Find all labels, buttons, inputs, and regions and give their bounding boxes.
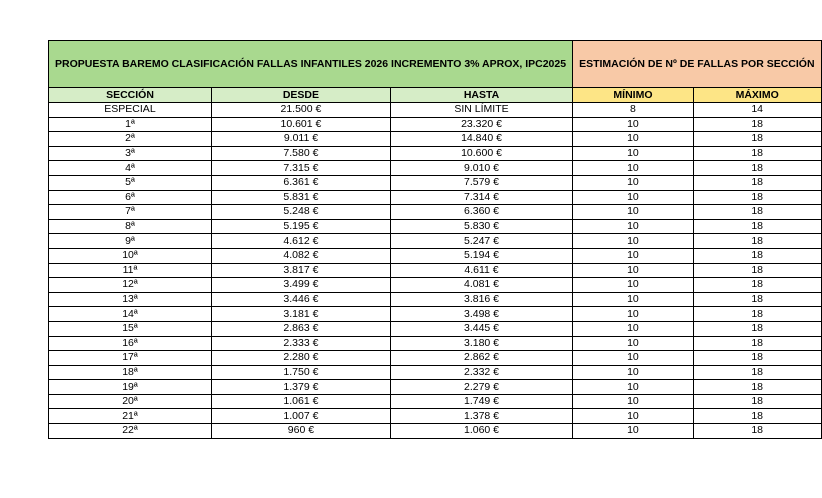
cell-hasta: 4.611 € — [390, 263, 572, 278]
cell-minimo: 10 — [573, 394, 694, 409]
cell-seccion: 4ª — [49, 161, 212, 176]
cell-hasta: 2.862 € — [390, 351, 572, 366]
cell-desde: 960 € — [211, 424, 390, 439]
cell-seccion: 2ª — [49, 132, 212, 147]
baremo-table — [48, 40, 822, 439]
cell-desde: 5.248 € — [211, 205, 390, 220]
cell-maximo: 18 — [693, 219, 821, 234]
cell-desde: 5.831 € — [211, 190, 390, 205]
cell-maximo: 18 — [693, 146, 821, 161]
proposal-title-cell — [49, 41, 573, 88]
table-row — [49, 321, 822, 336]
cell-hasta: SIN LÍMITE — [390, 103, 572, 118]
cell-seccion: 11ª — [49, 263, 212, 278]
cell-minimo: 10 — [573, 248, 694, 263]
cell-hasta: 3.180 € — [390, 336, 572, 351]
cell-seccion: 18ª — [49, 365, 212, 380]
table-row — [49, 146, 822, 161]
table-row — [49, 365, 822, 380]
cell-hasta: 6.360 € — [390, 205, 572, 220]
cell-desde: 4.082 € — [211, 248, 390, 263]
table-row — [49, 263, 822, 278]
cell-seccion: 19ª — [49, 380, 212, 395]
cell-seccion: 20ª — [49, 394, 212, 409]
table-row — [49, 409, 822, 424]
cell-maximo: 18 — [693, 351, 821, 366]
cell-maximo: 18 — [693, 321, 821, 336]
cell-hasta: 2.279 € — [390, 380, 572, 395]
cell-hasta: 2.332 € — [390, 365, 572, 380]
cell-desde: 2.863 € — [211, 321, 390, 336]
table-row — [49, 424, 822, 439]
cell-seccion: 9ª — [49, 234, 212, 249]
cell-hasta: 3.816 € — [390, 292, 572, 307]
cell-seccion: 6ª — [49, 190, 212, 205]
cell-hasta: 3.498 € — [390, 307, 572, 322]
cell-hasta: 1.378 € — [390, 409, 572, 424]
cell-desde: 7.315 € — [211, 161, 390, 176]
table-row — [49, 307, 822, 322]
cell-minimo: 10 — [573, 132, 694, 147]
table-row — [49, 292, 822, 307]
cell-seccion: 10ª — [49, 248, 212, 263]
cell-seccion: 21ª — [49, 409, 212, 424]
title-row — [49, 41, 822, 88]
cell-desde: 1.379 € — [211, 380, 390, 395]
cell-desde: 21.500 € — [211, 103, 390, 118]
cell-maximo: 18 — [693, 336, 821, 351]
cell-hasta: 1.060 € — [390, 424, 572, 439]
cell-desde: 3.446 € — [211, 292, 390, 307]
cell-maximo: 18 — [693, 190, 821, 205]
cell-maximo: 18 — [693, 263, 821, 278]
table-row — [49, 336, 822, 351]
table-row — [49, 175, 822, 190]
cell-seccion: 8ª — [49, 219, 212, 234]
cell-seccion: 14ª — [49, 307, 212, 322]
cell-seccion: 22ª — [49, 424, 212, 439]
cell-minimo: 10 — [573, 219, 694, 234]
cell-maximo: 18 — [693, 234, 821, 249]
estimate-title-cell — [573, 41, 821, 88]
column-header-hasta: HASTA — [390, 88, 572, 103]
cell-minimo: 10 — [573, 234, 694, 249]
cell-minimo: 10 — [573, 307, 694, 322]
cell-minimo: 10 — [573, 175, 694, 190]
cell-seccion: 1ª — [49, 117, 212, 132]
cell-desde: 9.011 € — [211, 132, 390, 147]
table-row — [49, 132, 822, 147]
cell-minimo: 10 — [573, 336, 694, 351]
cell-desde: 3.817 € — [211, 263, 390, 278]
table-row — [49, 190, 822, 205]
cell-minimo: 10 — [573, 321, 694, 336]
cell-hasta: 5.830 € — [390, 219, 572, 234]
cell-minimo: 8 — [573, 103, 694, 118]
cell-minimo: 10 — [573, 424, 694, 439]
cell-maximo: 18 — [693, 394, 821, 409]
cell-maximo: 18 — [693, 424, 821, 439]
cell-seccion: 16ª — [49, 336, 212, 351]
cell-seccion: 12ª — [49, 278, 212, 293]
cell-seccion: 3ª — [49, 146, 212, 161]
cell-maximo: 18 — [693, 278, 821, 293]
cell-maximo: 18 — [693, 205, 821, 220]
estimate-title: ESTIMACIÓN DE Nº DE FALLAS POR SECCIÓN — [579, 57, 815, 70]
cell-hasta: 5.247 € — [390, 234, 572, 249]
cell-minimo: 10 — [573, 365, 694, 380]
cell-maximo: 18 — [693, 380, 821, 395]
cell-maximo: 18 — [693, 161, 821, 176]
cell-desde: 6.361 € — [211, 175, 390, 190]
cell-hasta: 3.445 € — [390, 321, 572, 336]
table-row — [49, 351, 822, 366]
cell-seccion: 13ª — [49, 292, 212, 307]
column-header-desde: DESDE — [211, 88, 390, 103]
cell-minimo: 10 — [573, 263, 694, 278]
column-header-minimo: MÍNIMO — [573, 88, 694, 103]
cell-minimo: 10 — [573, 146, 694, 161]
table-row — [49, 205, 822, 220]
table-row — [49, 161, 822, 176]
cell-hasta: 23.320 € — [390, 117, 572, 132]
cell-hasta: 1.749 € — [390, 394, 572, 409]
cell-hasta: 5.194 € — [390, 248, 572, 263]
cell-desde: 5.195 € — [211, 219, 390, 234]
cell-desde: 3.181 € — [211, 307, 390, 322]
cell-maximo: 14 — [693, 103, 821, 118]
cell-seccion: 7ª — [49, 205, 212, 220]
cell-hasta: 14.840 € — [390, 132, 572, 147]
cell-hasta: 9.010 € — [390, 161, 572, 176]
table-row — [49, 234, 822, 249]
cell-desde: 2.333 € — [211, 336, 390, 351]
cell-maximo: 18 — [693, 132, 821, 147]
cell-minimo: 10 — [573, 292, 694, 307]
table-row — [49, 248, 822, 263]
cell-seccion: 17ª — [49, 351, 212, 366]
cell-minimo: 10 — [573, 278, 694, 293]
cell-desde: 1.007 € — [211, 409, 390, 424]
cell-desde: 4.612 € — [211, 234, 390, 249]
table-row — [49, 117, 822, 132]
cell-maximo: 18 — [693, 248, 821, 263]
cell-minimo: 10 — [573, 190, 694, 205]
column-header-seccion: SECCIÓN — [49, 88, 212, 103]
column-header-maximo: MÁXIMO — [693, 88, 821, 103]
cell-maximo: 18 — [693, 175, 821, 190]
cell-minimo: 10 — [573, 380, 694, 395]
table-row — [49, 380, 822, 395]
column-header-row — [49, 88, 822, 103]
cell-seccion: ESPECIAL — [49, 103, 212, 118]
cell-desde: 1.061 € — [211, 394, 390, 409]
cell-minimo: 10 — [573, 409, 694, 424]
cell-hasta: 7.579 € — [390, 175, 572, 190]
cell-desde: 1.750 € — [211, 365, 390, 380]
cell-hasta: 10.600 € — [390, 146, 572, 161]
table-row — [49, 103, 822, 118]
cell-minimo: 10 — [573, 351, 694, 366]
cell-maximo: 18 — [693, 117, 821, 132]
cell-minimo: 10 — [573, 205, 694, 220]
cell-desde: 7.580 € — [211, 146, 390, 161]
cell-desde: 2.280 € — [211, 351, 390, 366]
cell-minimo: 10 — [573, 161, 694, 176]
cell-desde: 3.499 € — [211, 278, 390, 293]
table-row — [49, 394, 822, 409]
cell-hasta: 7.314 € — [390, 190, 572, 205]
cell-hasta: 4.081 € — [390, 278, 572, 293]
table-row — [49, 219, 822, 234]
proposal-title: PROPUESTA BAREMO CLASIFICACIÓN FALLAS INFANTILES 2026 INCREMENTO 3% APROX, IPC2025 — [55, 57, 567, 70]
table-row — [49, 278, 822, 293]
cell-seccion: 15ª — [49, 321, 212, 336]
cell-desde: 10.601 € — [211, 117, 390, 132]
cell-maximo: 18 — [693, 365, 821, 380]
cell-maximo: 18 — [693, 307, 821, 322]
cell-minimo: 10 — [573, 117, 694, 132]
cell-maximo: 18 — [693, 409, 821, 424]
cell-seccion: 5ª — [49, 175, 212, 190]
cell-maximo: 18 — [693, 292, 821, 307]
